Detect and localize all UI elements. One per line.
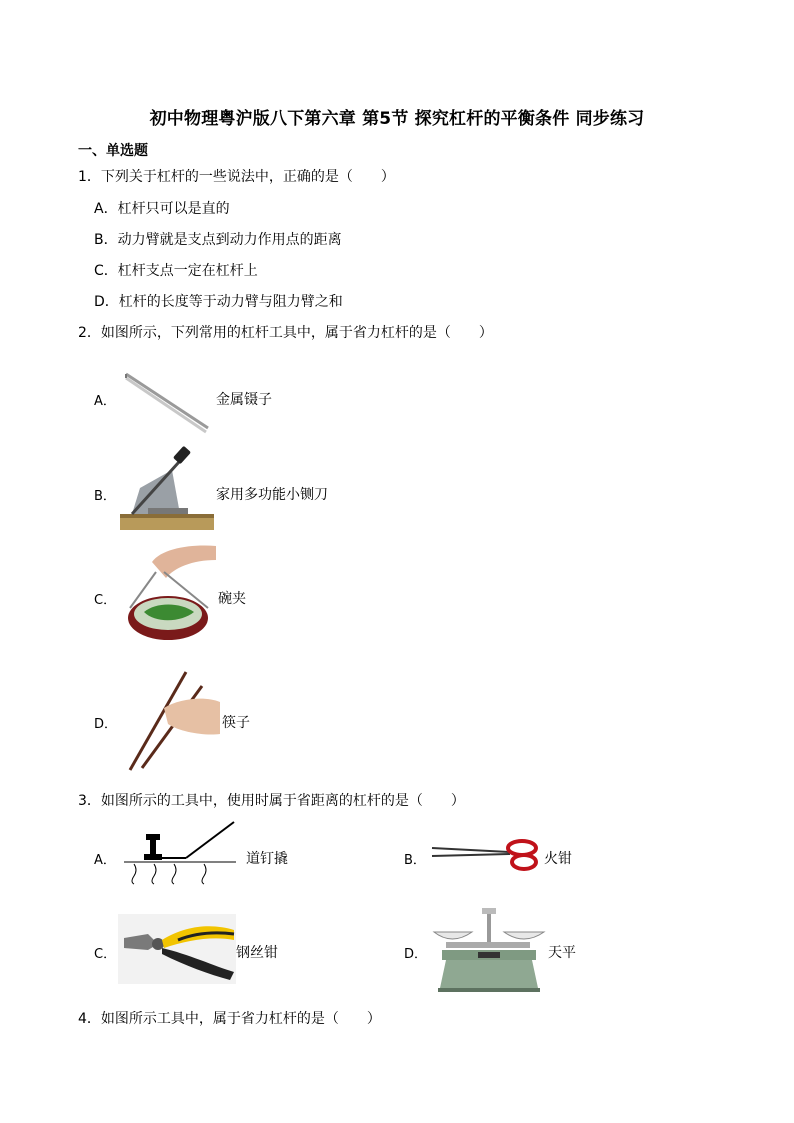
question-3-option-d-letter[interactable]: D． xyxy=(404,947,428,962)
question-4-stem: 4．如图所示工具中，属于省力杠杆的是（ ） xyxy=(78,1011,381,1027)
question-3-option-b-caption: 火钳 xyxy=(544,851,572,867)
section-heading: 一、单选题 xyxy=(78,143,148,159)
chopsticks-icon xyxy=(124,668,222,774)
question-2-option-a-letter[interactable]: A． xyxy=(94,394,116,409)
question-3-option-a-letter[interactable]: A． xyxy=(94,853,116,868)
question-3-option-c-caption: 钢丝钳 xyxy=(236,945,278,961)
question-2-option-d-letter[interactable]: D． xyxy=(94,717,118,732)
question-1-option-c[interactable]: C．杠杆支点一定在杠杆上 xyxy=(94,263,258,279)
question-2-option-b-caption: 家用多功能小铡刀 xyxy=(216,487,328,503)
question-3-option-a-caption: 道钉撬 xyxy=(246,851,288,867)
page-title: 初中物理粤沪版八下第六章 第5节 探究杠杆的平衡条件 同步练习 xyxy=(149,109,645,129)
question-3-option-d-caption: 天平 xyxy=(548,945,576,961)
question-1-stem: 1．下列关于杠杆的一些说法中，正确的是（ ） xyxy=(78,169,395,185)
tweezers-icon xyxy=(120,368,215,436)
question-2-stem: 2．如图所示，下列常用的杠杆工具中，属于省力杠杆的是（ ） xyxy=(78,325,493,341)
question-1-option-a[interactable]: A．杠杆只可以是直的 xyxy=(94,201,230,217)
fire-tongs-icon xyxy=(428,836,544,876)
question-2-option-d-caption: 筷子 xyxy=(222,715,250,731)
chopper-icon xyxy=(118,448,218,534)
question-1-option-d[interactable]: D．杠杆的长度等于动力臂与阻力臂之和 xyxy=(94,294,343,310)
question-3-stem: 3．如图所示的工具中，使用时属于省距离的杠杆的是（ ） xyxy=(78,793,465,809)
spike-crowbar-icon xyxy=(124,820,238,884)
balance-scale-icon xyxy=(432,906,546,992)
question-2-option-a-caption: 金属镊子 xyxy=(216,392,272,408)
question-3-option-b-letter[interactable]: B． xyxy=(404,853,426,868)
bowl-clip-icon xyxy=(122,542,218,644)
question-1-option-b[interactable]: B．动力臂就是支点到动力作用点的距离 xyxy=(94,232,342,248)
question-3-option-c-letter[interactable]: C． xyxy=(94,947,117,962)
question-2-option-c-letter[interactable]: C． xyxy=(94,593,117,608)
pliers-icon xyxy=(118,914,236,984)
question-2-option-c-caption: 碗夹 xyxy=(218,591,246,607)
question-2-option-b-letter[interactable]: B． xyxy=(94,489,116,504)
